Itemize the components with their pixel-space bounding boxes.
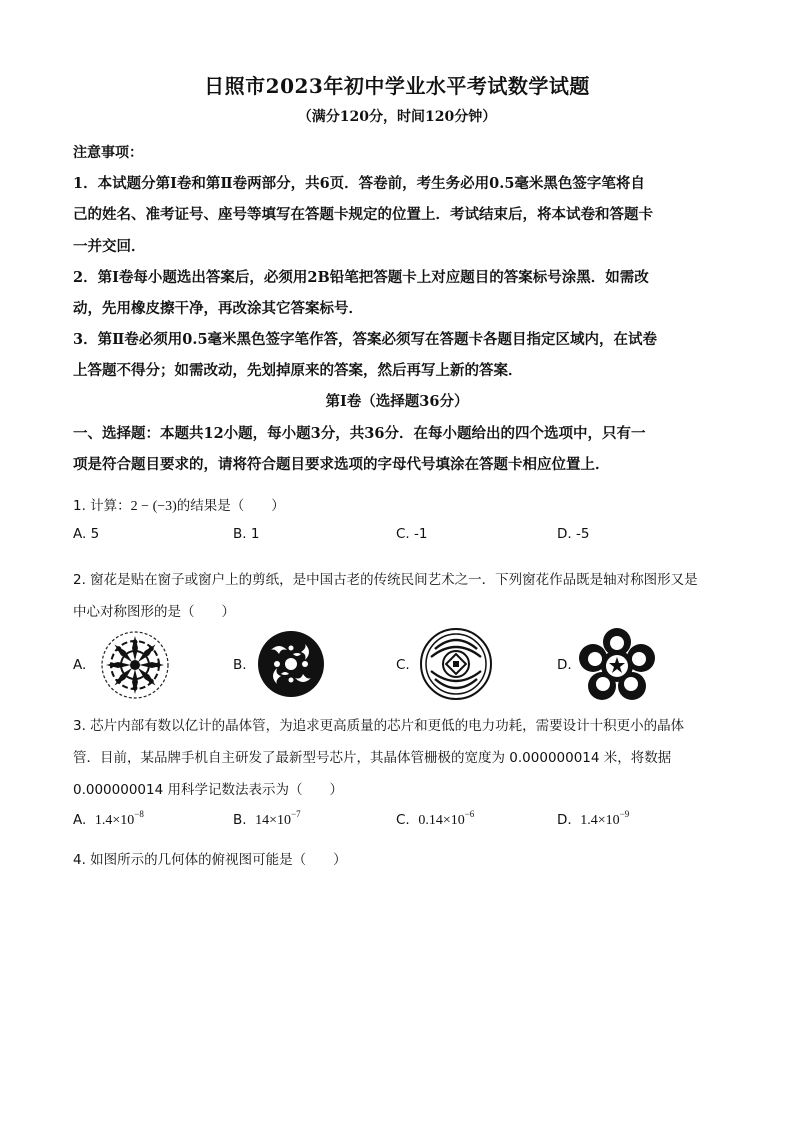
option-exponent: −7: [291, 809, 301, 819]
window-flower-c-figure: [419, 627, 493, 701]
option-label: A.: [73, 812, 87, 828]
notice-line: 动，先用橡皮擦干净，再改涂其它答案标号．: [73, 300, 363, 317]
section-instruction: 项是符合题目要求的，请将符合题目要求选项的字母代号填涂在答题卡相应位置上．: [73, 456, 610, 473]
exam-duration: （满分120分，时间120分钟）: [297, 109, 497, 125]
question-3-line: 0.000000014 用科学记数法表示为（ ）: [73, 782, 343, 798]
option-base: 1.4×10: [94, 813, 135, 828]
question-2-option-c-label: C.: [396, 657, 410, 673]
question-1-option-b: B. 1: [233, 526, 260, 542]
question-1-expression: 2 − (−3): [130, 499, 177, 514]
option-label: D.: [557, 812, 572, 828]
notice-line: 1．本试题分第Ⅰ卷和第Ⅱ卷两部分，共6页．答卷前，考生务必用0.5毫米黑色签字笔将自: [73, 175, 645, 192]
question-3-option-b: [233, 809, 301, 829]
question-3-line: 管．目前，某品牌手机自主研发了最新型号芯片，其晶体管栅极的宽度为 0.000000014 米，将数据: [73, 750, 672, 766]
question-3-option-a: [73, 809, 144, 829]
question-1-option-c: C. -1: [396, 526, 428, 542]
option-base: 1.4×10: [580, 813, 620, 828]
option-label: C.: [396, 812, 410, 828]
notice-line: 上答题不得分；如需改动，先划掉原来的答案，然后再写上新的答案．: [73, 362, 523, 379]
question-2-line: 中心对称图形的是（ ）: [73, 604, 235, 620]
question-1: [73, 494, 285, 515]
page-title: 日照市2023年初中学业水平考试数学试题: [204, 74, 590, 98]
option-exponent: −9: [619, 809, 630, 819]
notice-line: 己的姓名、准考证号、座号等填写在答题卡规定的位置上．考试结束后，将本试卷和答题卡: [73, 206, 653, 223]
notice-line: 2．第Ⅰ卷每小题选出答案后，必须用2B铅笔把答题卡上对应题目的答案标号涂黑．如需改: [73, 269, 649, 286]
question-1-prefix: 1. 计算：: [73, 498, 131, 514]
question-1-option-d: D. -5: [557, 526, 590, 542]
question-3-option-d: [557, 809, 630, 829]
section-instruction: 一、选择题：本题共12小题，每小题3分，共36分．在每小题给出的四个选项中，只有一: [73, 425, 646, 442]
question-3-option-c: [396, 809, 475, 829]
question-4: 4. 如图所示的几何体的俯视图可能是（ ）: [73, 852, 347, 868]
option-exponent: −6: [464, 809, 475, 819]
window-flower-a-figure: [100, 630, 170, 700]
question-2-option-a-label: A.: [73, 657, 87, 673]
window-flower-d-figure: [579, 628, 655, 700]
question-2-line: 2. 窗花是贴在窗子或窗户上的剪纸，是中国古老的传统民间艺术之一．下列窗花作品既是轴对称图形又是: [73, 572, 698, 588]
question-1-option-a: A. 5: [73, 526, 100, 542]
window-flower-b-figure: [257, 630, 325, 698]
question-3-line: 3. 芯片内部有数以亿计的晶体管，为追求更高质量的芯片和更低的电力功耗，需要设计十积更小的晶体: [73, 718, 685, 734]
question-2-option-b-label: B.: [233, 657, 247, 673]
question-2-option-d-label: D.: [557, 657, 572, 673]
option-base: 14×10: [255, 813, 292, 828]
section-title: 第Ⅰ卷（选择题36分）: [325, 393, 469, 410]
option-base: 0.14×10: [418, 813, 465, 828]
notice-line: 3．第Ⅱ卷必须用0.5毫米黑色签字笔作答，答案必须写在答题卡各题目指定区域内，在试卷: [73, 331, 658, 348]
option-exponent: −8: [134, 809, 144, 819]
question-1-suffix: 的结果是（ ）: [176, 498, 285, 514]
notice-heading: 注意事项：: [73, 145, 143, 161]
option-label: B.: [233, 812, 247, 828]
notice-line: 一并交回．: [73, 238, 146, 255]
